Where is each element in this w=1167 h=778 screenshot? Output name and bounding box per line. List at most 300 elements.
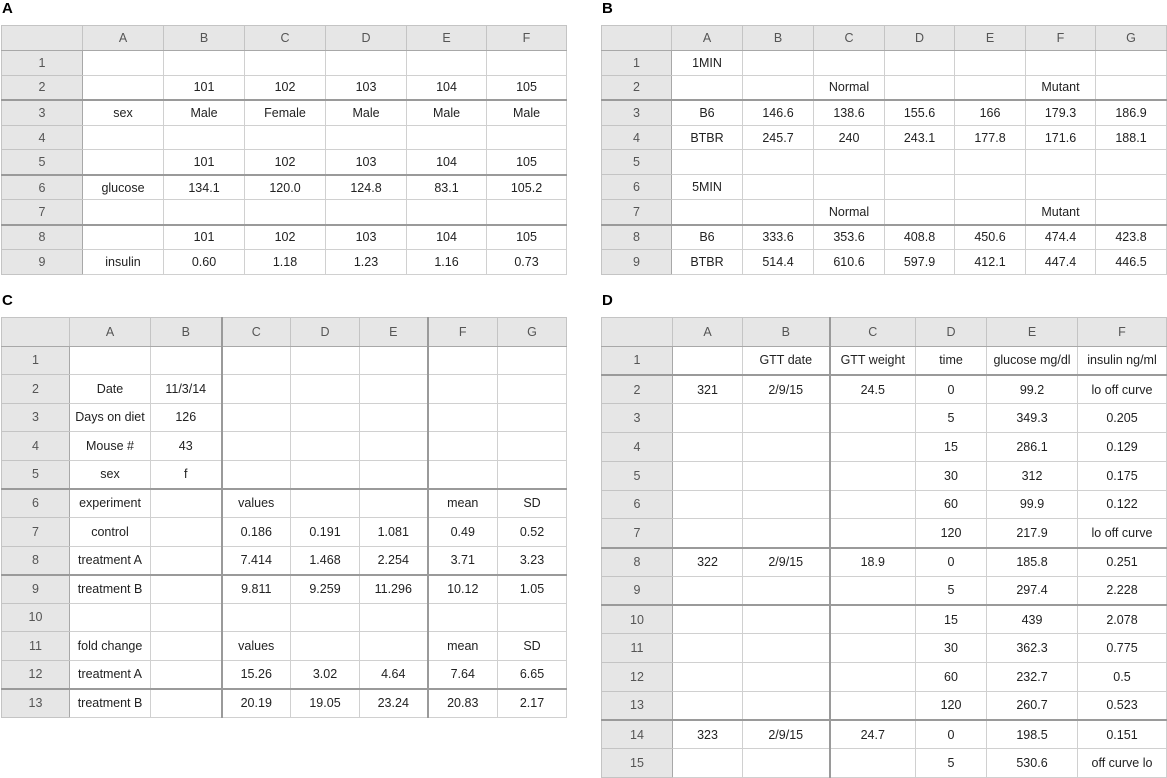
cell-d13[interactable]: 19.05 — [291, 689, 360, 718]
cell-b3[interactable]: Male — [164, 100, 245, 125]
cell-e10[interactable]: 439 — [987, 605, 1078, 634]
cell-a7[interactable] — [673, 519, 743, 548]
cell-b3[interactable]: 146.6 — [743, 100, 814, 125]
row-header-4[interactable]: 4 — [602, 125, 672, 150]
cell-g6[interactable] — [1096, 175, 1167, 200]
column-header-f[interactable]: F — [487, 26, 567, 51]
cell-a13[interactable]: treatment B — [70, 689, 151, 718]
cell-e11[interactable] — [360, 632, 428, 661]
cell-c8[interactable]: 18.9 — [830, 548, 916, 577]
cell-d9[interactable]: 1.23 — [326, 250, 407, 275]
cell-f7[interactable]: 0.49 — [428, 517, 498, 546]
cell-f5[interactable]: 105 — [487, 150, 567, 175]
cell-c14[interactable]: 24.7 — [830, 720, 916, 749]
column-header-f[interactable]: F — [428, 318, 498, 347]
cell-b6[interactable] — [743, 175, 814, 200]
row-header-12[interactable]: 12 — [602, 663, 673, 692]
cell-e7[interactable] — [407, 200, 487, 225]
cell-c3[interactable] — [222, 403, 291, 432]
cell-f10[interactable]: 2.078 — [1078, 605, 1167, 634]
cell-c12[interactable]: 15.26 — [222, 660, 291, 689]
cell-b4[interactable]: 43 — [151, 432, 222, 461]
cell-b3[interactable] — [743, 404, 830, 433]
row-header-7[interactable]: 7 — [2, 517, 70, 546]
cell-c1[interactable] — [814, 50, 885, 75]
row-header-4[interactable]: 4 — [2, 432, 70, 461]
cell-a10[interactable] — [70, 603, 151, 632]
cell-e2[interactable]: 104 — [407, 75, 487, 100]
column-header-c[interactable]: C — [245, 26, 326, 51]
cell-e2[interactable] — [955, 75, 1026, 100]
cell-e15[interactable]: 530.6 — [987, 749, 1078, 778]
cell-b9[interactable]: 0.60 — [164, 250, 245, 275]
cell-a6[interactable]: glucose — [83, 175, 164, 200]
cell-b7[interactable] — [743, 200, 814, 225]
cell-d9[interactable]: 9.259 — [291, 575, 360, 604]
cell-c2[interactable]: 24.5 — [830, 375, 916, 404]
column-header-d[interactable]: D — [916, 318, 987, 347]
cell-e2[interactable]: 99.2 — [987, 375, 1078, 404]
cell-c1[interactable] — [222, 346, 291, 375]
cell-f8[interactable]: 474.4 — [1026, 225, 1096, 250]
cell-g8[interactable]: 423.8 — [1096, 225, 1167, 250]
row-header-2[interactable]: 2 — [2, 75, 83, 100]
cell-c9[interactable] — [830, 576, 916, 605]
cell-b7[interactable] — [164, 200, 245, 225]
row-header-14[interactable]: 14 — [602, 720, 673, 749]
cell-f7[interactable]: lo off curve — [1078, 519, 1167, 548]
cell-d6[interactable] — [291, 489, 360, 518]
cell-d3[interactable]: 5 — [916, 404, 987, 433]
cell-e8[interactable]: 104 — [407, 225, 487, 250]
cell-a1[interactable] — [673, 346, 743, 375]
cell-a8[interactable] — [83, 225, 164, 250]
row-header-11[interactable]: 11 — [602, 634, 673, 663]
cell-d9[interactable]: 597.9 — [885, 250, 955, 275]
cell-e10[interactable] — [360, 603, 428, 632]
column-header-b[interactable]: B — [151, 318, 222, 347]
cell-a9[interactable]: insulin — [83, 250, 164, 275]
cell-b9[interactable] — [743, 576, 830, 605]
cell-c8[interactable]: 353.6 — [814, 225, 885, 250]
cell-d4[interactable] — [291, 432, 360, 461]
cell-c5[interactable]: 102 — [245, 150, 326, 175]
cell-b13[interactable] — [151, 689, 222, 718]
cell-d5[interactable]: 30 — [916, 461, 987, 490]
cell-a14[interactable]: 323 — [673, 720, 743, 749]
row-header-1[interactable]: 1 — [602, 50, 672, 75]
cell-g7[interactable] — [1096, 200, 1167, 225]
column-header-g[interactable]: G — [498, 318, 567, 347]
cell-d14[interactable]: 0 — [916, 720, 987, 749]
cell-a4[interactable]: Mouse # — [70, 432, 151, 461]
cell-f13[interactable]: 0.523 — [1078, 691, 1167, 720]
cell-b12[interactable] — [743, 663, 830, 692]
corner-cell[interactable] — [602, 26, 672, 51]
cell-e12[interactable]: 232.7 — [987, 663, 1078, 692]
cell-b7[interactable] — [743, 519, 830, 548]
cell-g9[interactable]: 1.05 — [498, 575, 567, 604]
cell-f5[interactable] — [1026, 150, 1096, 175]
row-header-7[interactable]: 7 — [602, 200, 672, 225]
cell-e8[interactable]: 450.6 — [955, 225, 1026, 250]
cell-g7[interactable]: 0.52 — [498, 517, 567, 546]
cell-g1[interactable] — [498, 346, 567, 375]
cell-a6[interactable]: 5MIN — [672, 175, 743, 200]
cell-c9[interactable]: 1.18 — [245, 250, 326, 275]
cell-a3[interactable]: sex — [83, 100, 164, 125]
cell-e5[interactable]: 312 — [987, 461, 1078, 490]
cell-b9[interactable]: 514.4 — [743, 250, 814, 275]
cell-c3[interactable] — [830, 404, 916, 433]
cell-f1[interactable] — [1026, 50, 1096, 75]
cell-f7[interactable] — [487, 200, 567, 225]
cell-c8[interactable]: 7.414 — [222, 546, 291, 575]
cell-d2[interactable] — [885, 75, 955, 100]
cell-c6[interactable]: 120.0 — [245, 175, 326, 200]
cell-f1[interactable] — [428, 346, 498, 375]
cell-b8[interactable]: 101 — [164, 225, 245, 250]
cell-d11[interactable] — [291, 632, 360, 661]
row-header-10[interactable]: 10 — [2, 603, 70, 632]
cell-d8[interactable]: 408.8 — [885, 225, 955, 250]
cell-b2[interactable]: 2/9/15 — [743, 375, 830, 404]
cell-c6[interactable] — [814, 175, 885, 200]
cell-e1[interactable] — [955, 50, 1026, 75]
cell-d10[interactable]: 15 — [916, 605, 987, 634]
cell-b6[interactable] — [743, 490, 830, 519]
cell-a5[interactable] — [672, 150, 743, 175]
row-header-9[interactable]: 9 — [2, 250, 83, 275]
cell-d7[interactable]: 120 — [916, 519, 987, 548]
cell-b6[interactable] — [151, 489, 222, 518]
cell-d12[interactable]: 60 — [916, 663, 987, 692]
cell-f2[interactable]: lo off curve — [1078, 375, 1167, 404]
row-header-13[interactable]: 13 — [602, 691, 673, 720]
column-header-d[interactable]: D — [291, 318, 360, 347]
row-header-3[interactable]: 3 — [602, 100, 672, 125]
cell-f6[interactable]: 105.2 — [487, 175, 567, 200]
cell-b5[interactable]: 101 — [164, 150, 245, 175]
cell-c13[interactable]: 20.19 — [222, 689, 291, 718]
cell-b14[interactable]: 2/9/15 — [743, 720, 830, 749]
cell-f12[interactable]: 7.64 — [428, 660, 498, 689]
cell-a3[interactable]: Days on diet — [70, 403, 151, 432]
cell-c5[interactable] — [830, 461, 916, 490]
cell-f13[interactable]: 20.83 — [428, 689, 498, 718]
cell-d10[interactable] — [291, 603, 360, 632]
row-header-9[interactable]: 9 — [2, 575, 70, 604]
cell-c7[interactable] — [245, 200, 326, 225]
cell-b2[interactable]: 11/3/14 — [151, 375, 222, 404]
cell-c8[interactable]: 102 — [245, 225, 326, 250]
cell-f6[interactable]: 0.122 — [1078, 490, 1167, 519]
cell-c13[interactable] — [830, 691, 916, 720]
cell-c3[interactable]: 138.6 — [814, 100, 885, 125]
cell-b7[interactable] — [151, 517, 222, 546]
cell-e6[interactable] — [955, 175, 1026, 200]
cell-d1[interactable] — [291, 346, 360, 375]
cell-g2[interactable] — [1096, 75, 1167, 100]
cell-d8[interactable]: 1.468 — [291, 546, 360, 575]
cell-a1[interactable]: 1MIN — [672, 50, 743, 75]
row-header-7[interactable]: 7 — [2, 200, 83, 225]
cell-a12[interactable] — [673, 663, 743, 692]
row-header-2[interactable]: 2 — [602, 75, 672, 100]
cell-b1[interactable] — [164, 50, 245, 75]
cell-g2[interactable] — [498, 375, 567, 404]
cell-e5[interactable]: 104 — [407, 150, 487, 175]
cell-f9[interactable]: 0.73 — [487, 250, 567, 275]
cell-f2[interactable]: 105 — [487, 75, 567, 100]
cell-f4[interactable] — [428, 432, 498, 461]
cell-f3[interactable]: 179.3 — [1026, 100, 1096, 125]
cell-c9[interactable]: 9.811 — [222, 575, 291, 604]
row-header-12[interactable]: 12 — [2, 660, 70, 689]
column-header-a[interactable]: A — [83, 26, 164, 51]
cell-f3[interactable] — [428, 403, 498, 432]
cell-a11[interactable]: fold change — [70, 632, 151, 661]
cell-d4[interactable]: 243.1 — [885, 125, 955, 150]
cell-c9[interactable]: 610.6 — [814, 250, 885, 275]
cell-c15[interactable] — [830, 749, 916, 778]
cell-e1[interactable] — [407, 50, 487, 75]
cell-d3[interactable]: 155.6 — [885, 100, 955, 125]
cell-e8[interactable]: 185.8 — [987, 548, 1078, 577]
cell-b8[interactable]: 2/9/15 — [743, 548, 830, 577]
cell-e11[interactable]: 362.3 — [987, 634, 1078, 663]
cell-c4[interactable] — [245, 125, 326, 150]
cell-d6[interactable] — [885, 175, 955, 200]
cell-e9[interactable]: 412.1 — [955, 250, 1026, 275]
cell-d5[interactable] — [885, 150, 955, 175]
cell-a2[interactable]: Date — [70, 375, 151, 404]
column-header-b[interactable]: B — [743, 318, 830, 347]
cell-d1[interactable] — [326, 50, 407, 75]
row-header-9[interactable]: 9 — [602, 576, 673, 605]
cell-f5[interactable] — [428, 460, 498, 489]
cell-g3[interactable] — [498, 403, 567, 432]
row-header-5[interactable]: 5 — [602, 150, 672, 175]
cell-f15[interactable]: off curve lo — [1078, 749, 1167, 778]
cell-b11[interactable] — [743, 634, 830, 663]
column-header-e[interactable]: E — [407, 26, 487, 51]
cell-g10[interactable] — [498, 603, 567, 632]
cell-e6[interactable] — [360, 489, 428, 518]
cell-g12[interactable]: 6.65 — [498, 660, 567, 689]
cell-b10[interactable] — [743, 605, 830, 634]
row-header-4[interactable]: 4 — [602, 433, 673, 462]
cell-a7[interactable] — [672, 200, 743, 225]
cell-e1[interactable]: glucose mg/dl — [987, 346, 1078, 375]
row-header-6[interactable]: 6 — [602, 490, 673, 519]
row-header-6[interactable]: 6 — [2, 175, 83, 200]
cell-a10[interactable] — [673, 605, 743, 634]
cell-b10[interactable] — [151, 603, 222, 632]
column-header-c[interactable]: C — [222, 318, 291, 347]
cell-a8[interactable]: 322 — [673, 548, 743, 577]
cell-c5[interactable] — [222, 460, 291, 489]
row-header-9[interactable]: 9 — [602, 250, 672, 275]
cell-a4[interactable]: BTBR — [672, 125, 743, 150]
cell-c2[interactable] — [222, 375, 291, 404]
row-header-8[interactable]: 8 — [602, 548, 673, 577]
cell-c2[interactable]: Normal — [814, 75, 885, 100]
cell-e3[interactable]: Male — [407, 100, 487, 125]
cell-e3[interactable]: 349.3 — [987, 404, 1078, 433]
cell-f1[interactable] — [487, 50, 567, 75]
cell-f12[interactable]: 0.5 — [1078, 663, 1167, 692]
cell-b5[interactable]: f — [151, 460, 222, 489]
cell-c3[interactable]: Female — [245, 100, 326, 125]
column-header-b[interactable]: B — [164, 26, 245, 51]
cell-e13[interactable]: 23.24 — [360, 689, 428, 718]
cell-e4[interactable]: 177.8 — [955, 125, 1026, 150]
cell-f10[interactable] — [428, 603, 498, 632]
cell-a4[interactable] — [673, 433, 743, 462]
cell-c4[interactable] — [222, 432, 291, 461]
cell-d4[interactable] — [326, 125, 407, 150]
column-header-a[interactable]: A — [70, 318, 151, 347]
cell-f9[interactable]: 447.4 — [1026, 250, 1096, 275]
cell-b5[interactable] — [743, 461, 830, 490]
cell-e14[interactable]: 198.5 — [987, 720, 1078, 749]
cell-e6[interactable]: 99.9 — [987, 490, 1078, 519]
cell-f11[interactable]: 0.775 — [1078, 634, 1167, 663]
cell-a2[interactable] — [672, 75, 743, 100]
cell-g4[interactable]: 188.1 — [1096, 125, 1167, 150]
cell-g4[interactable] — [498, 432, 567, 461]
cell-e4[interactable] — [407, 125, 487, 150]
cell-d5[interactable]: 103 — [326, 150, 407, 175]
row-header-7[interactable]: 7 — [602, 519, 673, 548]
cell-a13[interactable] — [673, 691, 743, 720]
cell-d7[interactable]: 0.191 — [291, 517, 360, 546]
cell-f2[interactable] — [428, 375, 498, 404]
cell-f6[interactable]: mean — [428, 489, 498, 518]
cell-a7[interactable]: control — [70, 517, 151, 546]
cell-g5[interactable] — [1096, 150, 1167, 175]
cell-d7[interactable] — [885, 200, 955, 225]
cell-b13[interactable] — [743, 691, 830, 720]
cell-a8[interactable]: treatment A — [70, 546, 151, 575]
cell-b1[interactable] — [151, 346, 222, 375]
cell-c4[interactable]: 240 — [814, 125, 885, 150]
cell-e1[interactable] — [360, 346, 428, 375]
cell-a7[interactable] — [83, 200, 164, 225]
cell-b15[interactable] — [743, 749, 830, 778]
cell-d2[interactable]: 103 — [326, 75, 407, 100]
cell-f1[interactable]: insulin ng/ml — [1078, 346, 1167, 375]
cell-f8[interactable]: 105 — [487, 225, 567, 250]
cell-b2[interactable] — [743, 75, 814, 100]
cell-e6[interactable]: 83.1 — [407, 175, 487, 200]
cell-e13[interactable]: 260.7 — [987, 691, 1078, 720]
cell-b1[interactable]: GTT date — [743, 346, 830, 375]
cell-a9[interactable]: treatment B — [70, 575, 151, 604]
cell-c5[interactable] — [814, 150, 885, 175]
row-header-3[interactable]: 3 — [2, 100, 83, 125]
cell-f8[interactable]: 3.71 — [428, 546, 498, 575]
cell-d2[interactable] — [291, 375, 360, 404]
cell-b8[interactable] — [151, 546, 222, 575]
row-header-15[interactable]: 15 — [602, 749, 673, 778]
cell-d9[interactable]: 5 — [916, 576, 987, 605]
cell-a3[interactable]: B6 — [672, 100, 743, 125]
cell-e3[interactable] — [360, 403, 428, 432]
cell-f2[interactable]: Mutant — [1026, 75, 1096, 100]
cell-b4[interactable] — [164, 125, 245, 150]
cell-d6[interactable]: 60 — [916, 490, 987, 519]
cell-a8[interactable]: B6 — [672, 225, 743, 250]
cell-g9[interactable]: 446.5 — [1096, 250, 1167, 275]
cell-a12[interactable]: treatment A — [70, 660, 151, 689]
column-header-d[interactable]: D — [885, 26, 955, 51]
corner-cell[interactable] — [2, 318, 70, 347]
cell-f6[interactable] — [1026, 175, 1096, 200]
row-header-1[interactable]: 1 — [2, 50, 83, 75]
cell-c2[interactable]: 102 — [245, 75, 326, 100]
cell-a6[interactable]: experiment — [70, 489, 151, 518]
row-header-8[interactable]: 8 — [2, 225, 83, 250]
cell-d1[interactable]: time — [916, 346, 987, 375]
cell-d12[interactable]: 3.02 — [291, 660, 360, 689]
cell-f14[interactable]: 0.151 — [1078, 720, 1167, 749]
cell-b6[interactable]: 134.1 — [164, 175, 245, 200]
cell-d5[interactable] — [291, 460, 360, 489]
cell-a11[interactable] — [673, 634, 743, 663]
cell-a6[interactable] — [673, 490, 743, 519]
row-header-13[interactable]: 13 — [2, 689, 70, 718]
cell-a15[interactable] — [673, 749, 743, 778]
row-header-11[interactable]: 11 — [2, 632, 70, 661]
cell-g1[interactable] — [1096, 50, 1167, 75]
cell-e9[interactable]: 297.4 — [987, 576, 1078, 605]
cell-b9[interactable] — [151, 575, 222, 604]
cell-e8[interactable]: 2.254 — [360, 546, 428, 575]
row-header-5[interactable]: 5 — [2, 150, 83, 175]
row-header-5[interactable]: 5 — [2, 460, 70, 489]
cell-g6[interactable]: SD — [498, 489, 567, 518]
cell-e2[interactable] — [360, 375, 428, 404]
corner-cell[interactable] — [2, 26, 83, 51]
cell-d7[interactable] — [326, 200, 407, 225]
cell-f9[interactable]: 10.12 — [428, 575, 498, 604]
cell-a5[interactable] — [673, 461, 743, 490]
cell-c10[interactable] — [222, 603, 291, 632]
cell-e5[interactable] — [955, 150, 1026, 175]
row-header-1[interactable]: 1 — [602, 346, 673, 375]
row-header-4[interactable]: 4 — [2, 125, 83, 150]
cell-c7[interactable]: Normal — [814, 200, 885, 225]
cell-b5[interactable] — [743, 150, 814, 175]
column-header-e[interactable]: E — [987, 318, 1078, 347]
cell-e12[interactable]: 4.64 — [360, 660, 428, 689]
row-header-5[interactable]: 5 — [602, 461, 673, 490]
cell-a2[interactable] — [83, 75, 164, 100]
column-header-c[interactable]: C — [814, 26, 885, 51]
cell-d8[interactable]: 103 — [326, 225, 407, 250]
cell-f9[interactable]: 2.228 — [1078, 576, 1167, 605]
cell-f4[interactable] — [487, 125, 567, 150]
cell-c12[interactable] — [830, 663, 916, 692]
cell-b11[interactable] — [151, 632, 222, 661]
cell-e7[interactable]: 217.9 — [987, 519, 1078, 548]
cell-f11[interactable]: mean — [428, 632, 498, 661]
cell-d1[interactable] — [885, 50, 955, 75]
cell-e4[interactable]: 286.1 — [987, 433, 1078, 462]
cell-c7[interactable]: 0.186 — [222, 517, 291, 546]
